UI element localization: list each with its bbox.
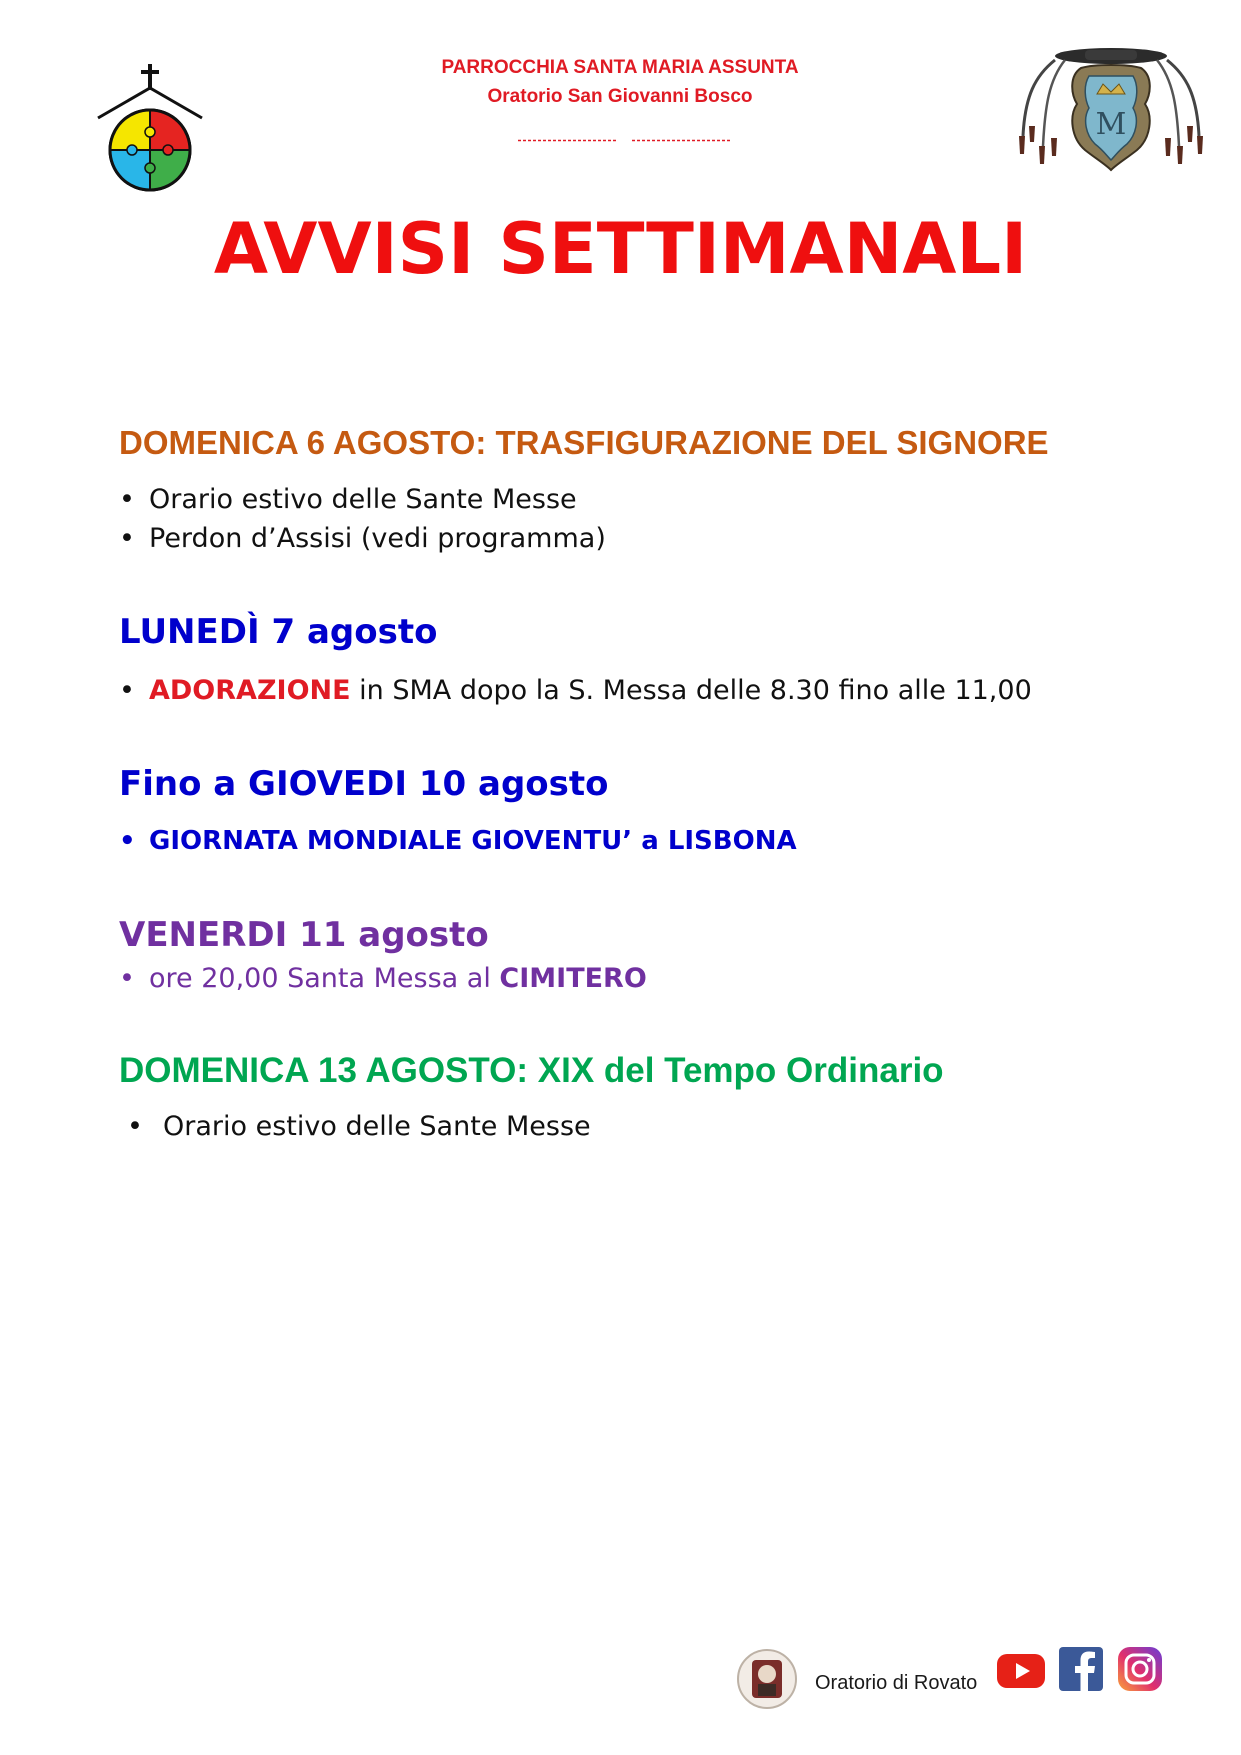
svg-text:M: M <box>1095 107 1127 142</box>
oratory-name: Oratorio San Giovanni Bosco <box>487 86 753 107</box>
list-item: • GIORNATA MONDIALE GIOVENTU’ a LISBONA <box>119 826 797 856</box>
youtube-icon[interactable] <box>996 1651 1046 1691</box>
list-item: • ADORAZIONE in SMA dopo la S. Messa delle 8.30 fino alle 11,00 <box>119 675 1032 706</box>
oratorio-badge-icon <box>736 1648 798 1710</box>
facebook-icon[interactable] <box>1058 1646 1104 1692</box>
list-item: • Perdon d’Assisi (vedi programma) <box>119 523 606 554</box>
page-title: AVVISI SETTIMANALI <box>213 208 1028 290</box>
section-heading-friday-11: VENERDI 11 agosto <box>119 915 489 955</box>
list-item: • Orario estivo delle Sante Messe <box>127 1111 591 1142</box>
section-heading-until-thursday-10: Fino a GIOVEDI 10 agosto <box>119 764 609 804</box>
footer-label: Oratorio di Rovato <box>815 1672 978 1694</box>
list-item: • Orario estivo delle Sante Messe <box>119 484 577 515</box>
instagram-icon[interactable] <box>1117 1646 1163 1692</box>
section-heading-monday-7: LUNEDÌ 7 agosto <box>119 612 438 652</box>
list-item: • ore 20,00 Santa Messa al CIMITERO <box>119 963 647 994</box>
parish-crest-icon <box>1015 46 1207 174</box>
section-heading-sunday-6: DOMENICA 6 AGOSTO: TRASFIGURAZIONE DEL SIGNORE <box>119 424 1049 461</box>
oratorio-puzzle-logo <box>96 62 206 192</box>
header-decorative-line <box>518 139 732 142</box>
section-heading-sunday-13: DOMENICA 13 AGOSTO: XIX del Tempo Ordinario <box>119 1051 944 1090</box>
parish-name: PARROCCHIA SANTA MARIA ASSUNTA <box>441 57 799 78</box>
